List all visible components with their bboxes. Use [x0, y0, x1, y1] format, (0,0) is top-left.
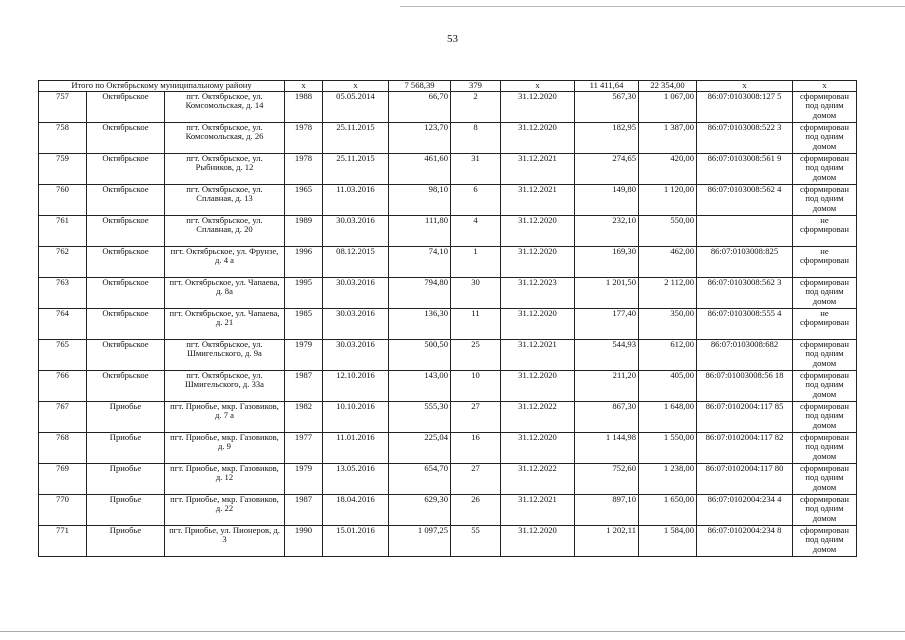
cell-people: 25 — [451, 339, 501, 370]
cell-people: 4 — [451, 215, 501, 246]
cell-num: 764 — [39, 308, 87, 339]
table-row — [39, 153, 857, 184]
cell-year: 1985 — [285, 308, 323, 339]
cell-cost: 405,00 — [639, 370, 697, 401]
cell-date: 18.04.2016 — [323, 494, 389, 525]
cell-cost: 550,00 — [639, 215, 697, 246]
cell-area2: 211,20 — [575, 370, 639, 401]
cell-address: пгт. Октябрьское, ул. Сплавная, д. 20 — [165, 215, 285, 246]
cell-num: 769 — [39, 463, 87, 494]
cell-num: 761 — [39, 215, 87, 246]
table-row — [39, 91, 857, 122]
table-row — [39, 308, 857, 339]
cell-settlement: Октябрьское — [87, 122, 165, 153]
cell-area: 143,00 — [389, 370, 451, 401]
cell-address: пгт. Октябрьское, ул. Сплавная, д. 13 — [165, 184, 285, 215]
cell-cadastral: 86:07:0103008:555 4 — [697, 308, 793, 339]
cell-num: 758 — [39, 122, 87, 153]
table-row — [39, 494, 857, 525]
cell-year: 1965 — [285, 184, 323, 215]
cell-cost: 1 067,00 — [639, 91, 697, 122]
cell-area2: 544,93 — [575, 339, 639, 370]
cell-num: 762 — [39, 246, 87, 277]
cell-address: пгт. Приобье, мкр. Газовиков, д. 22 — [165, 494, 285, 525]
table-row — [39, 370, 857, 401]
table-row — [39, 122, 857, 153]
cell-cost: 1 238,00 — [639, 463, 697, 494]
cell-cost: 1 550,00 — [639, 432, 697, 463]
cell-status: сформирован под одним домом — [793, 525, 857, 556]
cell-date: 25.11.2015 — [323, 153, 389, 184]
cell-settlement: Приобье — [87, 525, 165, 556]
cell-cadastral: 86:07:0103008:562 4 — [697, 184, 793, 215]
cell-settlement: Октябрьское — [87, 91, 165, 122]
cell-cadastral — [697, 215, 793, 246]
cell-date: 30.03.2016 — [323, 308, 389, 339]
cell-cadastral: 86:07:0102004:234 8 — [697, 525, 793, 556]
cell-cost: 1 584,00 — [639, 525, 697, 556]
cell-settlement: Приобье — [87, 432, 165, 463]
cell-area: 794,80 — [389, 277, 451, 308]
total-cadastral: x — [697, 81, 793, 92]
cell-date: 11.01.2016 — [323, 432, 389, 463]
cell-address: пгт. Октябрьское, ул. Комсомольская, д. 26 — [165, 122, 285, 153]
cell-settlement: Октябрьское — [87, 215, 165, 246]
cell-people: 10 — [451, 370, 501, 401]
cell-num: 770 — [39, 494, 87, 525]
cell-settlement: Октябрьское — [87, 184, 165, 215]
cell-status: не сформирован — [793, 308, 857, 339]
cell-cadastral: 86:07:0102004:117 80 — [697, 463, 793, 494]
cell-date: 30.03.2016 — [323, 215, 389, 246]
cell-settlement: Приобье — [87, 401, 165, 432]
cell-cadastral: 86:07:0102004:117 85 — [697, 401, 793, 432]
cell-people: 16 — [451, 432, 501, 463]
cell-cost: 612,00 — [639, 339, 697, 370]
cell-address: пгт. Октябрьское, ул. Комсомольская, д. 14 — [165, 91, 285, 122]
cell-deadline: 31.12.2021 — [501, 153, 575, 184]
cell-cost: 1 387,00 — [639, 122, 697, 153]
total-deadline: x — [501, 81, 575, 92]
cell-deadline: 31.12.2023 — [501, 277, 575, 308]
cell-year: 1977 — [285, 432, 323, 463]
cell-area2: 182,95 — [575, 122, 639, 153]
cell-status: не сформирован — [793, 246, 857, 277]
cell-area: 461,60 — [389, 153, 451, 184]
cell-date: 30.03.2016 — [323, 277, 389, 308]
cell-deadline: 31.12.2022 — [501, 401, 575, 432]
page-number: 53 — [447, 33, 458, 45]
cell-cost: 420,00 — [639, 153, 697, 184]
cell-address: пгт. Приобье, ул. Пионеров, д. 3 — [165, 525, 285, 556]
cell-deadline: 31.12.2020 — [501, 370, 575, 401]
cell-address: пгт. Октябрьское, ул. Чапаева, д. 21 — [165, 308, 285, 339]
table-row — [39, 215, 857, 246]
cell-year: 1988 — [285, 91, 323, 122]
cell-area: 74,10 — [389, 246, 451, 277]
cell-people: 8 — [451, 122, 501, 153]
cell-cost: 1 120,00 — [639, 184, 697, 215]
cell-status: сформирован под одним домом — [793, 91, 857, 122]
cell-area: 654,70 — [389, 463, 451, 494]
cell-status: сформирован под одним домом — [793, 432, 857, 463]
cell-num: 759 — [39, 153, 87, 184]
cell-deadline: 31.12.2020 — [501, 91, 575, 122]
cell-settlement: Октябрьское — [87, 370, 165, 401]
cell-deadline: 31.12.2020 — [501, 432, 575, 463]
cell-area: 98,10 — [389, 184, 451, 215]
cell-num: 757 — [39, 91, 87, 122]
cell-area2: 274,65 — [575, 153, 639, 184]
cell-area: 555,30 — [389, 401, 451, 432]
cell-cost: 2 112,00 — [639, 277, 697, 308]
cell-deadline: 31.12.2020 — [501, 246, 575, 277]
cell-cadastral: 86:07:0103008:682 — [697, 339, 793, 370]
cell-year: 1990 — [285, 525, 323, 556]
cell-date: 11.03.2016 — [323, 184, 389, 215]
cell-deadline: 31.12.2020 — [501, 215, 575, 246]
cell-deadline: 31.12.2021 — [501, 494, 575, 525]
total-area2: 11 411,64 — [575, 81, 639, 92]
cell-cadastral: 86:07:0102004:234 4 — [697, 494, 793, 525]
cell-cadastral: 86:07:0103008:127 5 — [697, 91, 793, 122]
scan-edge-bottom — [0, 631, 905, 632]
cell-address: пгт. Приобье, мкр. Газовиков, д. 12 — [165, 463, 285, 494]
total-area: 7 568,39 — [389, 81, 451, 92]
cell-address: пгт. Октябрьское, ул. Чапаева, д. 8а — [165, 277, 285, 308]
cell-area2: 232,10 — [575, 215, 639, 246]
cell-year: 1989 — [285, 215, 323, 246]
cell-year: 1987 — [285, 370, 323, 401]
cell-cadastral: 86:07:0103008:561 9 — [697, 153, 793, 184]
cell-area: 123,70 — [389, 122, 451, 153]
cell-people: 31 — [451, 153, 501, 184]
cell-area: 500,50 — [389, 339, 451, 370]
table-row — [39, 246, 857, 277]
cell-status: сформирован под одним домом — [793, 463, 857, 494]
cell-status: сформирован под одним домом — [793, 122, 857, 153]
cell-area2: 177,40 — [575, 308, 639, 339]
cell-address: пгт. Приобье, мкр. Газовиков, д. 9 — [165, 432, 285, 463]
cell-address: пгт. Октябрьское, ул. Шмигельского, д. 33а — [165, 370, 285, 401]
cell-date: 12.10.2016 — [323, 370, 389, 401]
cell-area2: 149,80 — [575, 184, 639, 215]
cell-people: 6 — [451, 184, 501, 215]
cell-area2: 1 201,50 — [575, 277, 639, 308]
cell-cadastral: 86:07:0103008:562 3 — [697, 277, 793, 308]
cell-people: 30 — [451, 277, 501, 308]
cell-year: 1982 — [285, 401, 323, 432]
cell-status: сформирован под одним домом — [793, 494, 857, 525]
total-status: x — [793, 81, 857, 92]
total-label: Итого по Октябрьскому муниципальному району — [39, 81, 285, 92]
cell-settlement: Октябрьское — [87, 246, 165, 277]
cell-status: сформирован под одним домом — [793, 153, 857, 184]
cell-area: 1 097,25 — [389, 525, 451, 556]
cell-area: 66,70 — [389, 91, 451, 122]
cell-settlement: Октябрьское — [87, 153, 165, 184]
table-row — [39, 401, 857, 432]
cell-deadline: 31.12.2020 — [501, 122, 575, 153]
cell-people: 27 — [451, 463, 501, 494]
cell-date: 25.11.2015 — [323, 122, 389, 153]
total-people: 379 — [451, 81, 501, 92]
total-date: x — [323, 81, 389, 92]
cell-deadline: 31.12.2021 — [501, 184, 575, 215]
cell-people: 1 — [451, 246, 501, 277]
cell-status: сформирован под одним домом — [793, 277, 857, 308]
cell-deadline: 31.12.2020 — [501, 308, 575, 339]
cell-year: 1987 — [285, 494, 323, 525]
table-row — [39, 463, 857, 494]
cell-area2: 567,30 — [575, 91, 639, 122]
cell-status: не сформирован — [793, 215, 857, 246]
cell-deadline: 31.12.2020 — [501, 525, 575, 556]
cell-settlement: Октябрьское — [87, 277, 165, 308]
cell-date: 05.05.2014 — [323, 91, 389, 122]
cell-people: 26 — [451, 494, 501, 525]
cell-year: 1996 — [285, 246, 323, 277]
cell-deadline: 31.12.2022 — [501, 463, 575, 494]
cell-date: 13.05.2016 — [323, 463, 389, 494]
cell-status: сформирован под одним домом — [793, 184, 857, 215]
cell-address: пгт. Октябрьское, ул. Фрунзе, д. 4 а — [165, 246, 285, 277]
cell-people: 55 — [451, 525, 501, 556]
cell-settlement: Октябрьское — [87, 339, 165, 370]
table-row — [39, 432, 857, 463]
cell-date: 15.01.2016 — [323, 525, 389, 556]
cell-cadastral: 86:07:0103008:522 3 — [697, 122, 793, 153]
cell-num: 768 — [39, 432, 87, 463]
table-row — [39, 184, 857, 215]
cell-num: 763 — [39, 277, 87, 308]
cell-people: 27 — [451, 401, 501, 432]
cell-num: 771 — [39, 525, 87, 556]
cell-year: 1979 — [285, 463, 323, 494]
cell-num: 766 — [39, 370, 87, 401]
housing-table — [38, 80, 857, 557]
cell-area: 136,30 — [389, 308, 451, 339]
cell-year: 1978 — [285, 153, 323, 184]
cell-date: 30.03.2016 — [323, 339, 389, 370]
cell-address: пгт. Приобье, мкр. Газовиков, д. 7 а — [165, 401, 285, 432]
total-row — [39, 81, 857, 92]
cell-cost: 1 650,00 — [639, 494, 697, 525]
cell-year: 1995 — [285, 277, 323, 308]
cell-num: 767 — [39, 401, 87, 432]
cell-num: 765 — [39, 339, 87, 370]
cell-cost: 1 648,00 — [639, 401, 697, 432]
scan-edge-top — [400, 6, 905, 7]
cell-area2: 897,10 — [575, 494, 639, 525]
cell-status: сформирован под одним домом — [793, 339, 857, 370]
cell-status: сформирован под одним домом — [793, 401, 857, 432]
table-row — [39, 339, 857, 370]
cell-area: 225,04 — [389, 432, 451, 463]
table-row — [39, 277, 857, 308]
cell-area2: 867,30 — [575, 401, 639, 432]
cell-settlement: Приобье — [87, 463, 165, 494]
cell-area: 111,80 — [389, 215, 451, 246]
cell-address: пгт. Октябрьское, ул. Шмигельского, д. 9а — [165, 339, 285, 370]
cell-status: сформирован под одним домом — [793, 370, 857, 401]
cell-deadline: 31.12.2021 — [501, 339, 575, 370]
total-year: x — [285, 81, 323, 92]
cell-cadastral: 86:07:0103008:825 — [697, 246, 793, 277]
cell-date: 10.10.2016 — [323, 401, 389, 432]
cell-cadastral: 86:07:01003008:56 18 — [697, 370, 793, 401]
cell-area: 629,30 — [389, 494, 451, 525]
total-cost: 22 354,00 — [639, 81, 697, 92]
cell-address: пгт. Октябрьское, ул. Рыбников, д. 12 — [165, 153, 285, 184]
cell-cadastral: 86:07:0102004:117 82 — [697, 432, 793, 463]
cell-people: 11 — [451, 308, 501, 339]
cell-year: 1978 — [285, 122, 323, 153]
cell-settlement: Октябрьское — [87, 308, 165, 339]
cell-year: 1979 — [285, 339, 323, 370]
cell-settlement: Приобье — [87, 494, 165, 525]
cell-people: 2 — [451, 91, 501, 122]
cell-area2: 169,30 — [575, 246, 639, 277]
cell-area2: 1 202,11 — [575, 525, 639, 556]
cell-area2: 1 144,98 — [575, 432, 639, 463]
cell-area2: 752,60 — [575, 463, 639, 494]
cell-cost: 462,00 — [639, 246, 697, 277]
cell-date: 08.12.2015 — [323, 246, 389, 277]
table-row — [39, 525, 857, 556]
cell-num: 760 — [39, 184, 87, 215]
cell-cost: 350,00 — [639, 308, 697, 339]
